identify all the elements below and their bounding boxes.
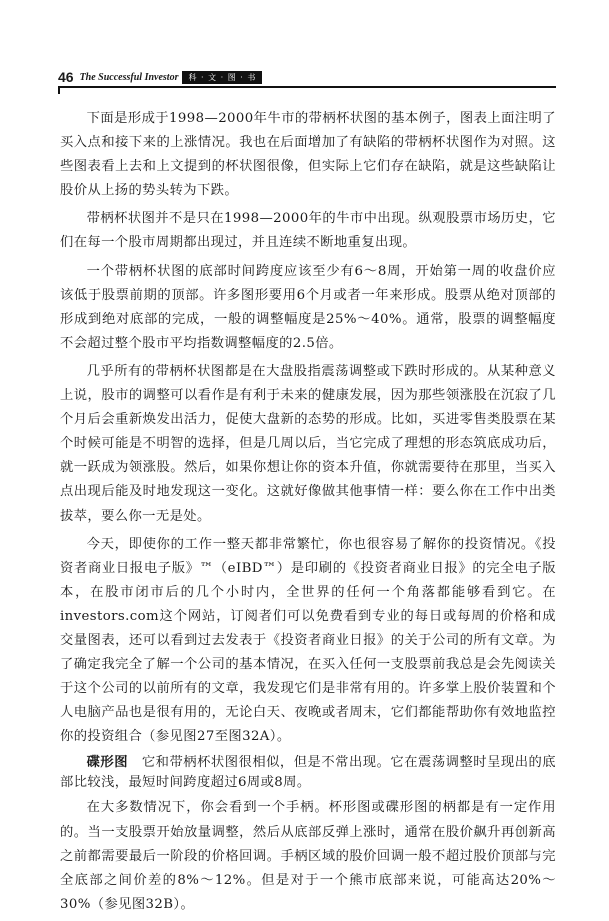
- paragraph-ebid: 今天，即使你的工作一整天都非常繁忙，你也很容易了解你的投资情况。《投资者商业日报电子版》™（eIBD™）是印刷的《投资者商业日报》的完全电子版本，在股市闭市后的几个小时内，全世界的任何一个角落都能够看到它。在investors.com这个网站，订阅者们可以免费看到专业的每日或每周的价格和成交量图表，还可以看到过去发表于《投资者商业日报》的关于公司的所有文章。为了确定我完全了解一个公司的基本情况，在买入任何一支股票前我总是会先阅读关于这个公司的以前所有的文章，我发现它们是非常有用的。许多掌上股价装置和个人电脑产品也是很有用的，无论白天、夜晚或者周末，它们都能帮助你有效地监控你的投资组合（参见图27至图32A）。: [60, 536, 556, 745]
- series-badge: 科 · 文 · 图 · 书: [182, 71, 262, 84]
- page-number: 46: [58, 69, 74, 85]
- book-title: The Successful Investor: [79, 72, 179, 83]
- header-rule-tick: [58, 86, 60, 94]
- paragraph-intro: 下面是形成于1998—2000年牛市的带柄杯状图的基本例子，图表上面注明了买入点和接下来的上涨情况。我也在后面增加了有缺陷的带柄杯状图作为对照。这些图表看上去和上文提到的杯状图很像，但实际上它们存在缺陷，就是这些缺陷让股价从上扬的势头转为下跌。: [60, 111, 556, 199]
- paragraph-history: 带柄杯状图并不是只在1998—2000年的牛市中出现。纵观股票市场历史，它们在每一个股市周期都出现过，并且连续不断地重复出现。: [60, 211, 556, 251]
- paragraph-base-length: 一个带柄杯状图的底部时间跨度应该至少有6～8周，开始第一周的收盘价应该低于股票前期的顶部。许多图形要用6个月或者一年来形成。股票从绝对顶部的形成到绝对底部的完成，一般的调整幅度是25%～40%。通常，股票的调整幅度不会超过整个股市平均指数调整幅度的2.5倍。: [60, 263, 556, 351]
- paragraph-market-correction: 几乎所有的带柄杯状图都是在大盘股指震荡调整或下跌时形成的。从某种意义上说，股市的调整可以看作是有利于未来的健康发展，因为那些领涨股在沉寂了几个月后会重新焕发出活力，促使大盘新的态势的形成。比如，买进零售类股票在某个时候可能是不明智的选择，但是几周以后，当它完成了理想的形态筑底成功后，就一跃成为领涨股。然后，如果你想让你的资本升值，你就需要待在那里，当买入点出现后能及时地发现这一变化。这就好像做其他事情一样：要么你在工作中出类拔萃，要么你一无是处。: [60, 363, 556, 524]
- paragraph-handle: 在大多数情况下，你会看到一个手柄。杯形图或碟形图的柄都是有一定作用的。当一支股票开始放量调整，然后从底部反弹上涨时，通常在股价飙升再创新高之前都需要最后一阶段的价格回调。手柄区域的股价回调一般不超过股价顶部与完全底部之间价差的8%～12%。但是对于一个熊市底部来说，可能高达20%～30%（参见图32B）。: [60, 800, 556, 912]
- body-text: [60, 107, 556, 921]
- saucer-text: 它和带柄杯状图很相似，但是不常出现。它在震荡调整时呈现出的底部比较浅，最短时间跨度超过6周或8周。: [60, 755, 557, 791]
- paragraph-saucer: [60, 753, 556, 793]
- header-rule: [58, 86, 556, 88]
- running-header: [58, 70, 262, 84]
- saucer-term: 碟形图: [86, 755, 129, 771]
